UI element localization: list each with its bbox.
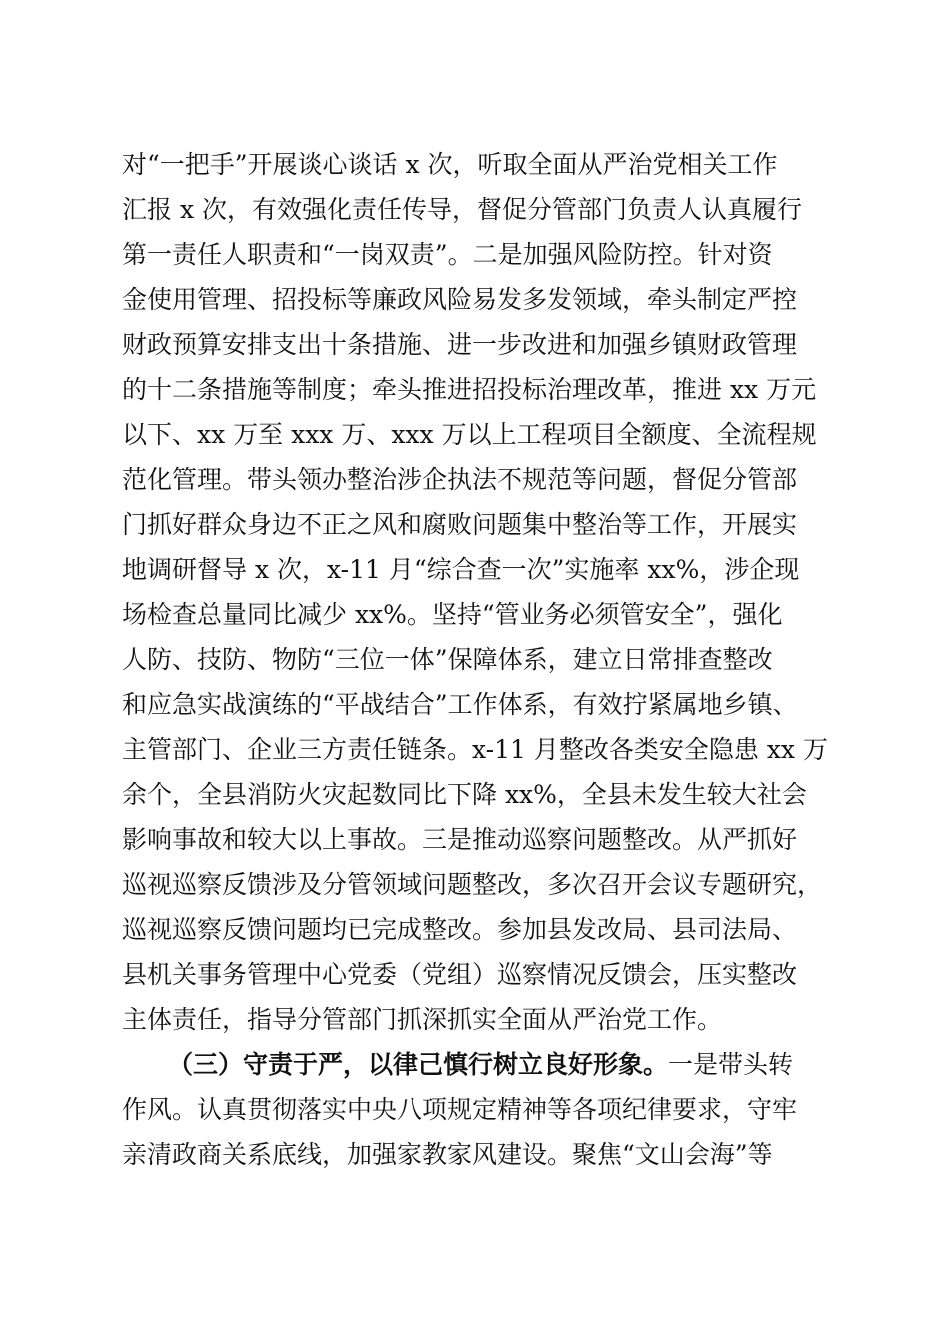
- text-line: 影响事故和较大以上事故。三是推动巡察问题整改。从严抓好: [122, 825, 798, 854]
- text-line: 范化管理。带头领办整治涉企执法不规范等问题，督促分管部: [122, 465, 798, 494]
- text-line: 的十二条措施等制度；牵头推进招投标治理改革，推进 xx 万元: [122, 375, 817, 404]
- text-line: 金使用管理、招投标等廉政风险易发多发领域，牵头制定严控: [122, 285, 798, 314]
- text-line: 对“一把手”开展谈心谈话 x 次，听取全面从严治党相关工作: [122, 150, 778, 179]
- text-line: 第一责任人职责和“一岗双责”。二是加强风险防控。针对资: [122, 240, 773, 269]
- text-line: 作风。认真贯彻落实中央八项规定精神等各项纪律要求，守牢: [122, 1095, 798, 1124]
- text-line: 汇报 x 次，有效强化责任传导，督促分管部门负责人认真履行: [122, 195, 802, 224]
- text-line: 主管部门、企业三方责任链条。x-11 月整改各类安全隐患 xx 万: [122, 735, 828, 764]
- text-line: 余个，全县消防火灾起数同比下降 xx%，全县未发生较大社会: [122, 780, 807, 809]
- text-line: 巡视巡察反馈问题均已完成整改。参加县发改局、县司法局、: [122, 915, 798, 944]
- text-line: 亲清政商关系底线，加强家教家风建设。聚焦“文山会海”等: [122, 1140, 773, 1169]
- text-line: 县机关事务管理中心党委（党组）巡察情况反馈会，压实整改: [122, 960, 798, 989]
- section-3-first-line-text: 一是带头转: [668, 1050, 794, 1079]
- text-line: 以下、xx 万至 xxx 万、xxx 万以上工程项目全额度、全流程规: [122, 420, 817, 449]
- body-text: [122, 142, 832, 1177]
- text-line: 和应急实战演练的“平战结合”工作体系，有效拧紧属地乡镇、: [122, 690, 798, 719]
- text-line: 财政预算安排支出十条措施、进一步改进和加强乡镇财政管理: [122, 330, 798, 359]
- text-line: 门抓好群众身边不正之风和腐败问题集中整治等工作，开展实: [122, 510, 798, 539]
- text-line: 场检查总量同比减少 xx%。坚持“管业务必须管安全”，强化: [122, 600, 783, 629]
- text-line: 主体责任，指导分管部门抓深抓实全面从严治党工作。: [122, 1005, 723, 1034]
- section-3-first-line: [122, 1042, 832, 1087]
- text-line: 人防、技防、物防“三位一体”保障体系，建立日常排查整改: [122, 645, 773, 674]
- section-3-heading: （三）守责于严，以律己慎行树立良好形象。: [168, 1050, 669, 1079]
- text-line: 地调研督导 x 次，x-11 月“综合查一次”实施率 xx%，涉企现: [122, 555, 800, 584]
- text-line: 巡视巡察反馈涉及分管领域问题整改，多次召开会议专题研究，: [122, 870, 823, 899]
